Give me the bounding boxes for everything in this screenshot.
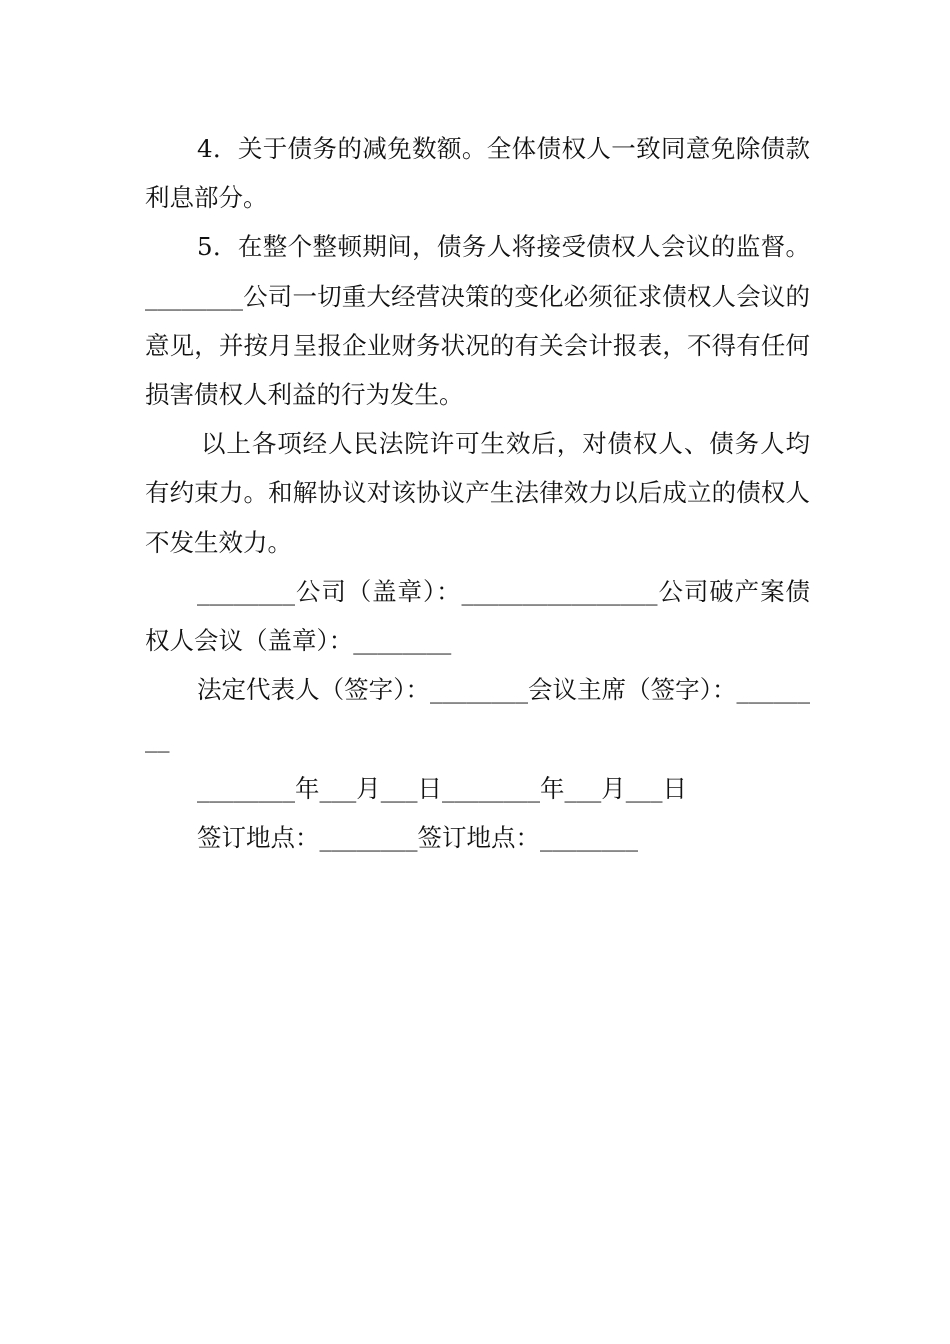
paragraph-dates: ________年___月___日________年___月___日 [197, 773, 687, 803]
paragraph-effectiveness: 以上各项经人民法院许可生效后，对债权人、债务人均有约束力。和解协议对该协议产生法律效力以后成立的债权人不发生效力。 [145, 429, 810, 557]
document-body [145, 124, 810, 862]
paragraph-signing-place: 签订地点：________签订地点：________ [197, 822, 638, 852]
paragraph-supervision: 5．在整个整顿期间，债务人将接受债权人会议的监督。________公司一切重大经营决策的变化必须征求债权人会议的意见，并按月呈报企业财务状况的有关会计报表，不得有任何损害债权人利益的行为发生。 [145, 232, 810, 410]
paragraph-seals: ________公司（盖章）：________________公司破产案债权人会议（盖章）：________ [145, 576, 810, 656]
paragraph-debt-reduction: 4．关于债务的减免数额。全体债权人一致同意免除债款利息部分。 [145, 134, 810, 213]
paragraph-signatures: 法定代表人（签字）：________会议主席（签字）：________ [145, 675, 810, 754]
